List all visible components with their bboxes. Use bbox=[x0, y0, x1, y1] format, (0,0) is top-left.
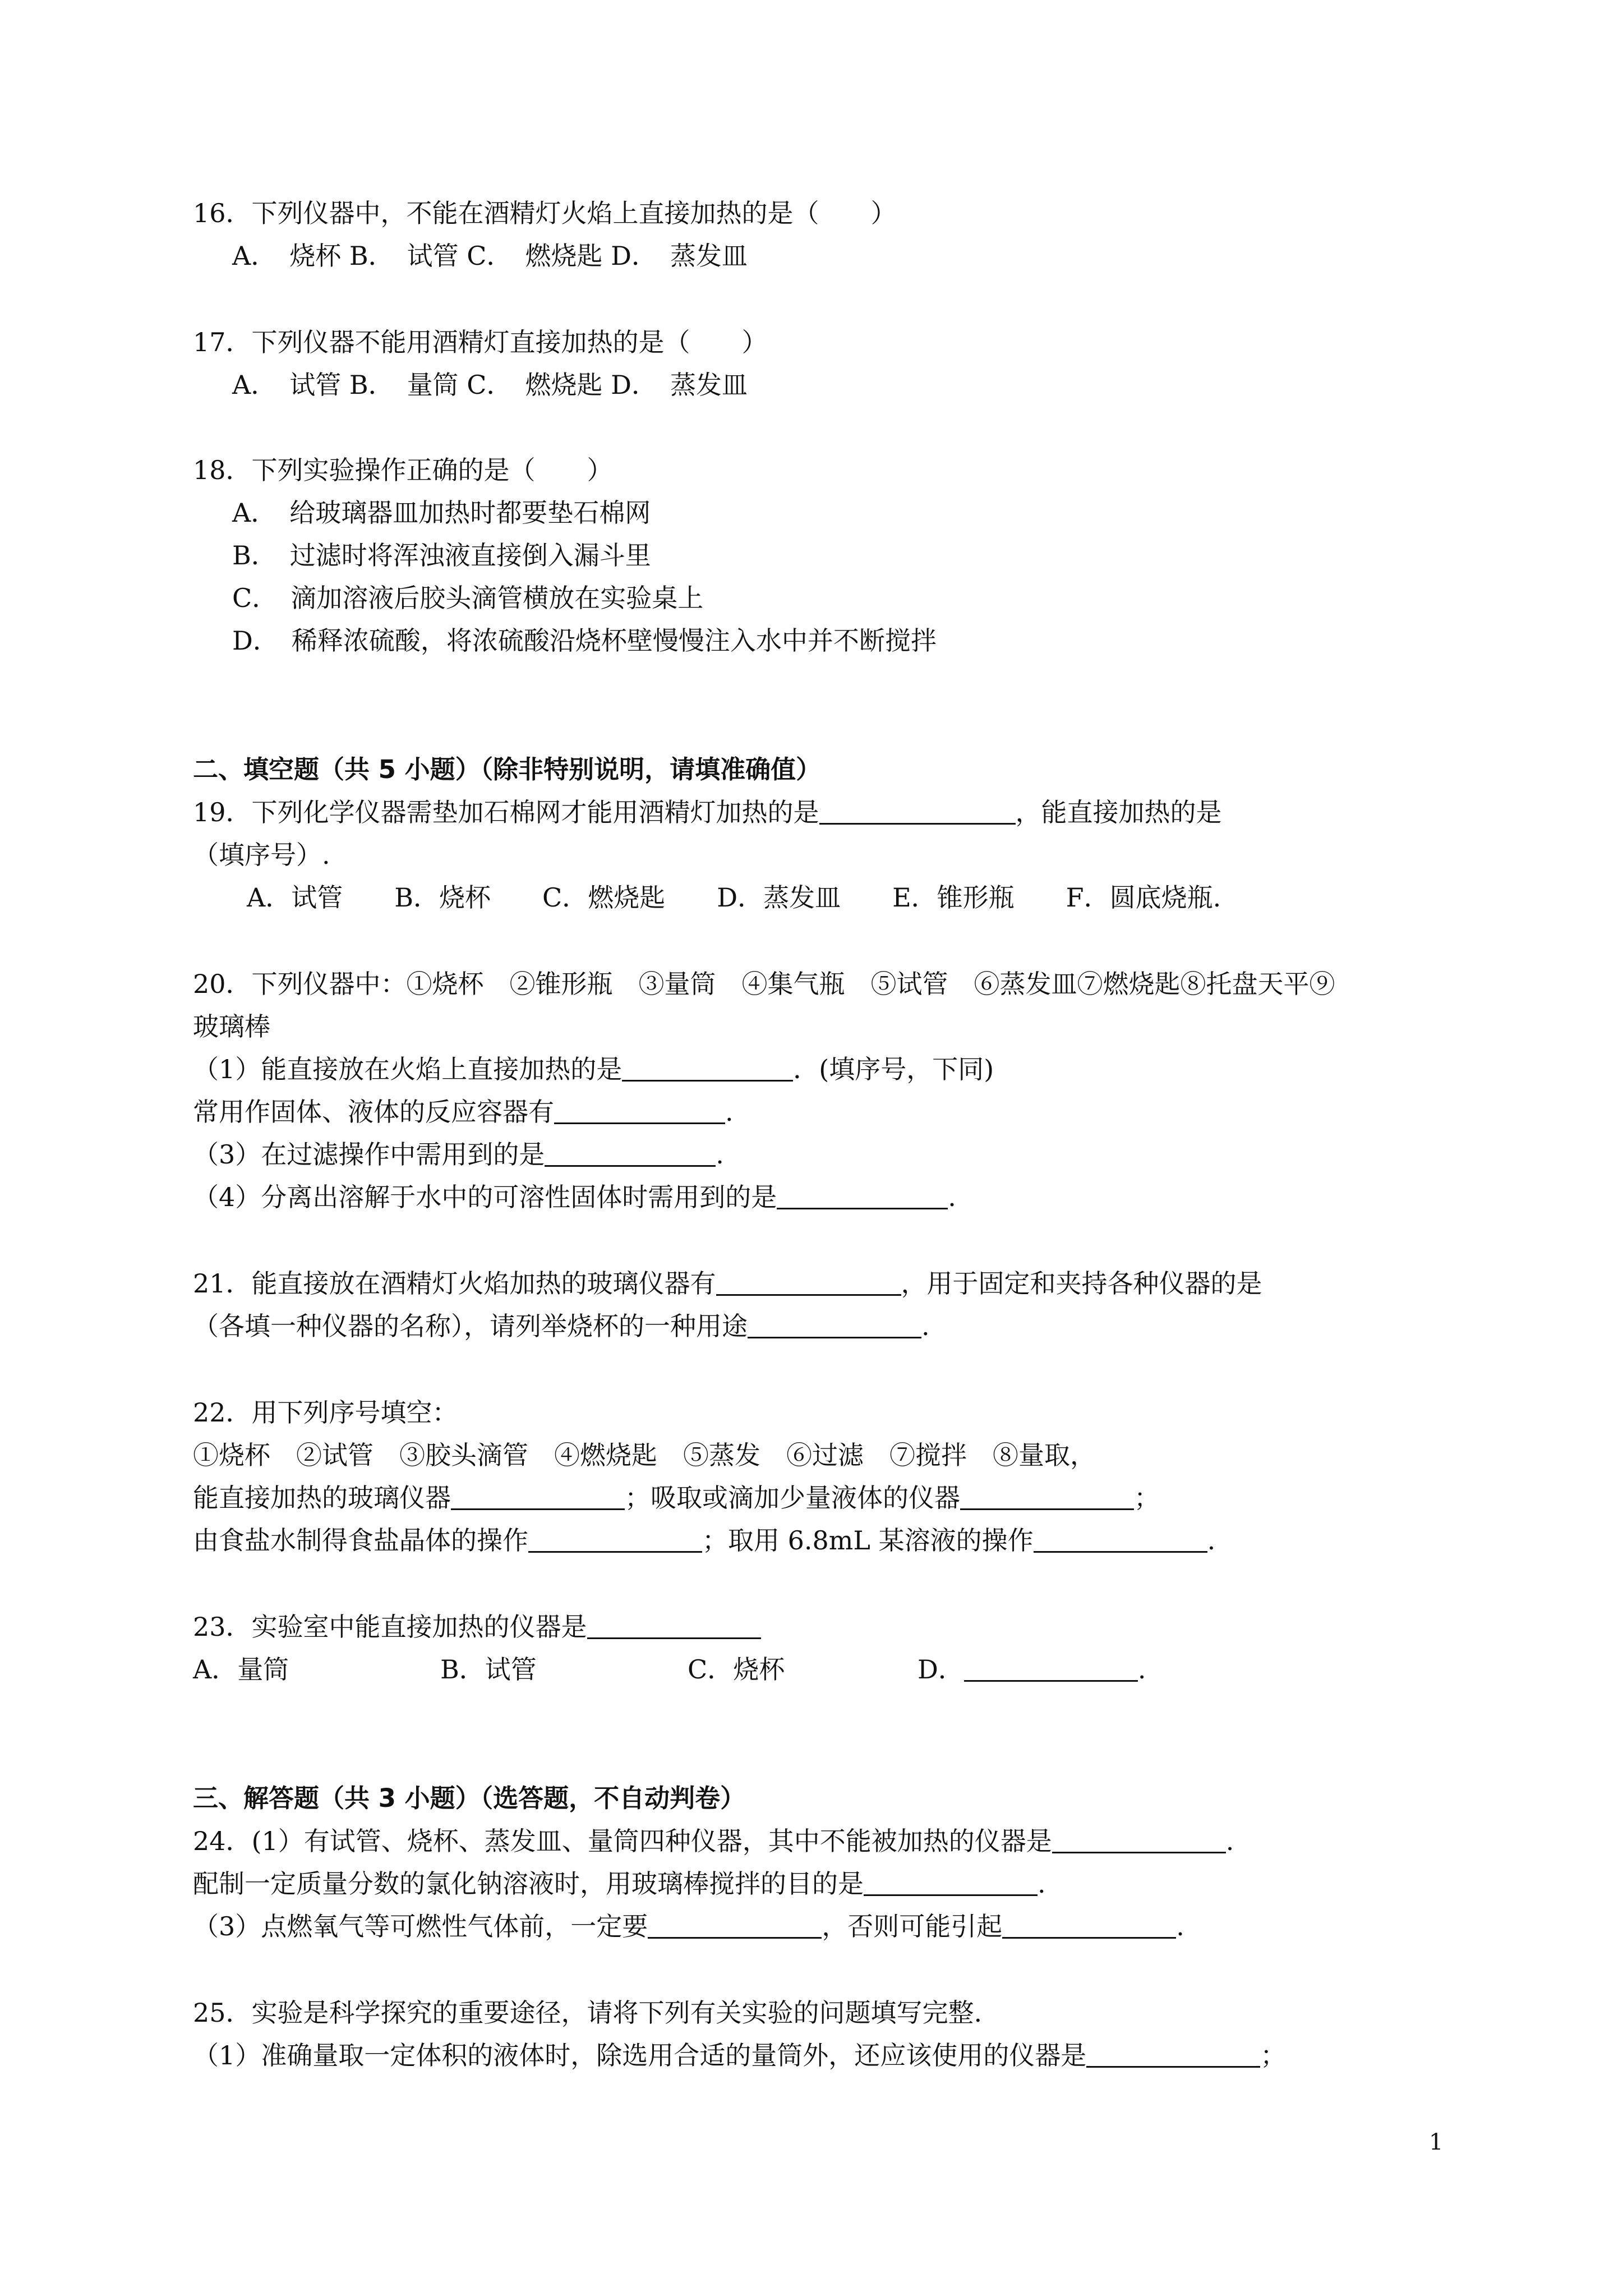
q24-text1: 24．(1）有试管、烧杯、蒸发皿、量筒四种仪器，其中不能被加热的仪器是 bbox=[193, 1826, 1052, 1856]
q22-line3 bbox=[193, 1481, 1160, 1515]
q23-opt-b: B．试管 bbox=[440, 1654, 537, 1685]
q20-blank1[interactable] bbox=[622, 1055, 793, 1082]
q24-tail3: . bbox=[1176, 1911, 1184, 1941]
q24-line2 bbox=[193, 1867, 1046, 1901]
q19-line1 bbox=[193, 795, 1222, 829]
q21-blank1[interactable] bbox=[716, 1269, 901, 1296]
q19-text2: ，能直接加热的是 bbox=[1015, 797, 1222, 827]
q20-blank3[interactable] bbox=[545, 1140, 716, 1167]
q20-part4-tail: . bbox=[948, 1182, 956, 1212]
q19-text1: 19．下列化学仪器需垫加石棉网才能用酒精灯加热的是 bbox=[193, 797, 819, 827]
q20-part2 bbox=[193, 1095, 734, 1129]
q22-text5: ；取用 6.8mL 某溶液的操作 bbox=[702, 1525, 1034, 1556]
q24-blank1[interactable] bbox=[1052, 1827, 1226, 1853]
q24-tail2: . bbox=[1038, 1869, 1046, 1899]
q23-opt-d bbox=[917, 1653, 1146, 1686]
q21-text3: （各填一种仪器的名称），请列举烧杯的一种用途 bbox=[193, 1311, 748, 1341]
q23-opt-d-blank[interactable] bbox=[964, 1655, 1138, 1682]
q23-opt-c: C．烧杯 bbox=[688, 1654, 785, 1685]
q25-blank1[interactable] bbox=[1086, 2041, 1260, 2068]
q23-opt-d-label: D． bbox=[917, 1654, 964, 1685]
q18-option-a: A． 给玻璃器皿加热时都要垫石棉网 bbox=[232, 498, 651, 528]
q22-text6: . bbox=[1207, 1525, 1216, 1556]
q18-stem: 18．下列实验操作正确的是（ ） bbox=[193, 455, 613, 485]
q18-option-d: D． 稀释浓硫酸，将浓硫酸沿烧杯壁慢慢注入水中并不断搅拌 bbox=[232, 625, 937, 656]
q21-line2 bbox=[193, 1309, 930, 1343]
q24-tail1: . bbox=[1225, 1826, 1234, 1856]
q22-blank2[interactable] bbox=[960, 1484, 1134, 1510]
q24-line1 bbox=[193, 1824, 1234, 1858]
q20-stem-line1: 20．下列仪器中：①烧杯 ②锥形瓶 ③量筒 ④集气瓶 ⑤试管 ⑥蒸发皿⑦燃烧匙⑧托盘天平⑨ bbox=[193, 969, 1335, 999]
q20-blank2[interactable] bbox=[554, 1098, 725, 1124]
q20-part3-tail: . bbox=[716, 1139, 724, 1170]
section3-title: 三、解答题（共 3 小题）（选答题，不自动判卷） bbox=[193, 1783, 746, 1813]
q20-stem-line2: 玻璃棒 bbox=[193, 1011, 270, 1042]
q24-blank4[interactable] bbox=[1002, 1912, 1176, 1939]
q21-text2: ，用于固定和夹持各种仪器的是 bbox=[901, 1268, 1262, 1299]
q23-text: 23．实验室中能直接加热的仪器是 bbox=[193, 1612, 587, 1642]
q25-text: （1）准确量取一定体积的液体时，除选用合适的量筒外，还应该使用的仪器是 bbox=[193, 2040, 1087, 2070]
q23-blank[interactable] bbox=[587, 1613, 761, 1639]
q20-part1-text: （1）能直接放在火焰上直接加热的是 bbox=[193, 1054, 623, 1084]
q20-blank4[interactable] bbox=[777, 1183, 948, 1209]
q22-blank3[interactable] bbox=[528, 1526, 702, 1553]
q22-text3: ； bbox=[1134, 1483, 1160, 1513]
q25-tail: ； bbox=[1260, 2040, 1287, 2070]
q20-part1-tail: ．(填序号，下同) bbox=[793, 1054, 994, 1084]
q25-stem: 25．实验是科学探究的重要途径，请将下列有关实验的问题填写完整. bbox=[193, 1998, 983, 2028]
q22-line4 bbox=[193, 1524, 1215, 1557]
q24-blank2[interactable] bbox=[864, 1870, 1038, 1896]
q25-line2 bbox=[193, 2039, 1286, 2072]
q20-part4 bbox=[193, 1180, 956, 1214]
q22-text4: 由食盐水制得食盐晶体的操作 bbox=[193, 1525, 528, 1556]
q21-blank2[interactable] bbox=[748, 1312, 921, 1338]
q18-option-b: B． 过滤时将浑浊液直接倒入漏斗里 bbox=[232, 540, 651, 570]
q20-part2-text: 常用作固体、液体的反应容器有 bbox=[193, 1097, 554, 1127]
q22-text1: 能直接加热的玻璃仪器 bbox=[193, 1483, 451, 1513]
q20-part3-text: （3）在过滤操作中需用到的是 bbox=[193, 1139, 545, 1170]
q23-line1 bbox=[193, 1610, 761, 1644]
q17-stem: 17．下列仪器不能用酒精灯直接加热的是（ ） bbox=[193, 327, 768, 357]
q20-part2-tail: . bbox=[725, 1097, 734, 1127]
q21-text1: 21．能直接放在酒精灯火焰加热的玻璃仪器有 bbox=[193, 1268, 716, 1299]
q22-stem: 22．用下列序号填空： bbox=[193, 1397, 458, 1428]
q23-opt-d-tail: . bbox=[1137, 1654, 1146, 1685]
q20-part1 bbox=[193, 1052, 994, 1086]
q24-text4: ，否则可能引起 bbox=[822, 1911, 1003, 1941]
section2-title: 二、填空题（共 5 小题）（除非特别说明，请填准确值） bbox=[193, 754, 822, 784]
q23-opt-a: A．量筒 bbox=[193, 1654, 289, 1685]
q20-part4-text: （4）分离出溶解于水中的可溶性固体时需用到的是 bbox=[193, 1182, 777, 1212]
q16-stem: 16．下列仪器中，不能在酒精灯火焰上直接加热的是（ ） bbox=[193, 198, 897, 228]
q21-line1 bbox=[193, 1267, 1262, 1300]
q17-options: A． 试管 B． 量筒 C． 燃烧匙 D． 蒸发皿 bbox=[232, 370, 748, 400]
q18-option-c: C． 滴加溶液后胶头滴管横放在实验桌上 bbox=[232, 583, 704, 613]
q19-options: A．试管 B．烧杯 C．燃烧匙 D．蒸发皿 E．锥形瓶 F．圆底烧瓶. bbox=[247, 882, 1221, 913]
q22-blank1[interactable] bbox=[451, 1484, 625, 1510]
q22-items: ①烧杯 ②试管 ③胶头滴管 ④燃烧匙 ⑤蒸发 ⑥过滤 ⑦搅拌 ⑧量取， bbox=[193, 1440, 1096, 1470]
q22-blank4[interactable] bbox=[1034, 1526, 1207, 1553]
q24-blank3[interactable] bbox=[648, 1912, 822, 1939]
q19-line2: （填序号）. bbox=[193, 840, 330, 870]
q20-part3 bbox=[193, 1138, 724, 1171]
q24-text3: （3）点燃氧气等可燃性气体前，一定要 bbox=[193, 1911, 648, 1941]
q22-text2: ；吸取或滴加少量液体的仪器 bbox=[625, 1483, 960, 1513]
q19-blank1[interactable] bbox=[819, 798, 1016, 825]
q16-options: A． 烧杯 B． 试管 C． 燃烧匙 D． 蒸发皿 bbox=[232, 241, 748, 271]
q21-tail: . bbox=[921, 1311, 930, 1341]
page-number: 1 bbox=[1429, 2129, 1444, 2155]
q24-line3 bbox=[193, 1910, 1184, 1943]
q24-text2: 配制一定质量分数的氯化钠溶液时，用玻璃棒搅拌的目的是 bbox=[193, 1869, 864, 1899]
